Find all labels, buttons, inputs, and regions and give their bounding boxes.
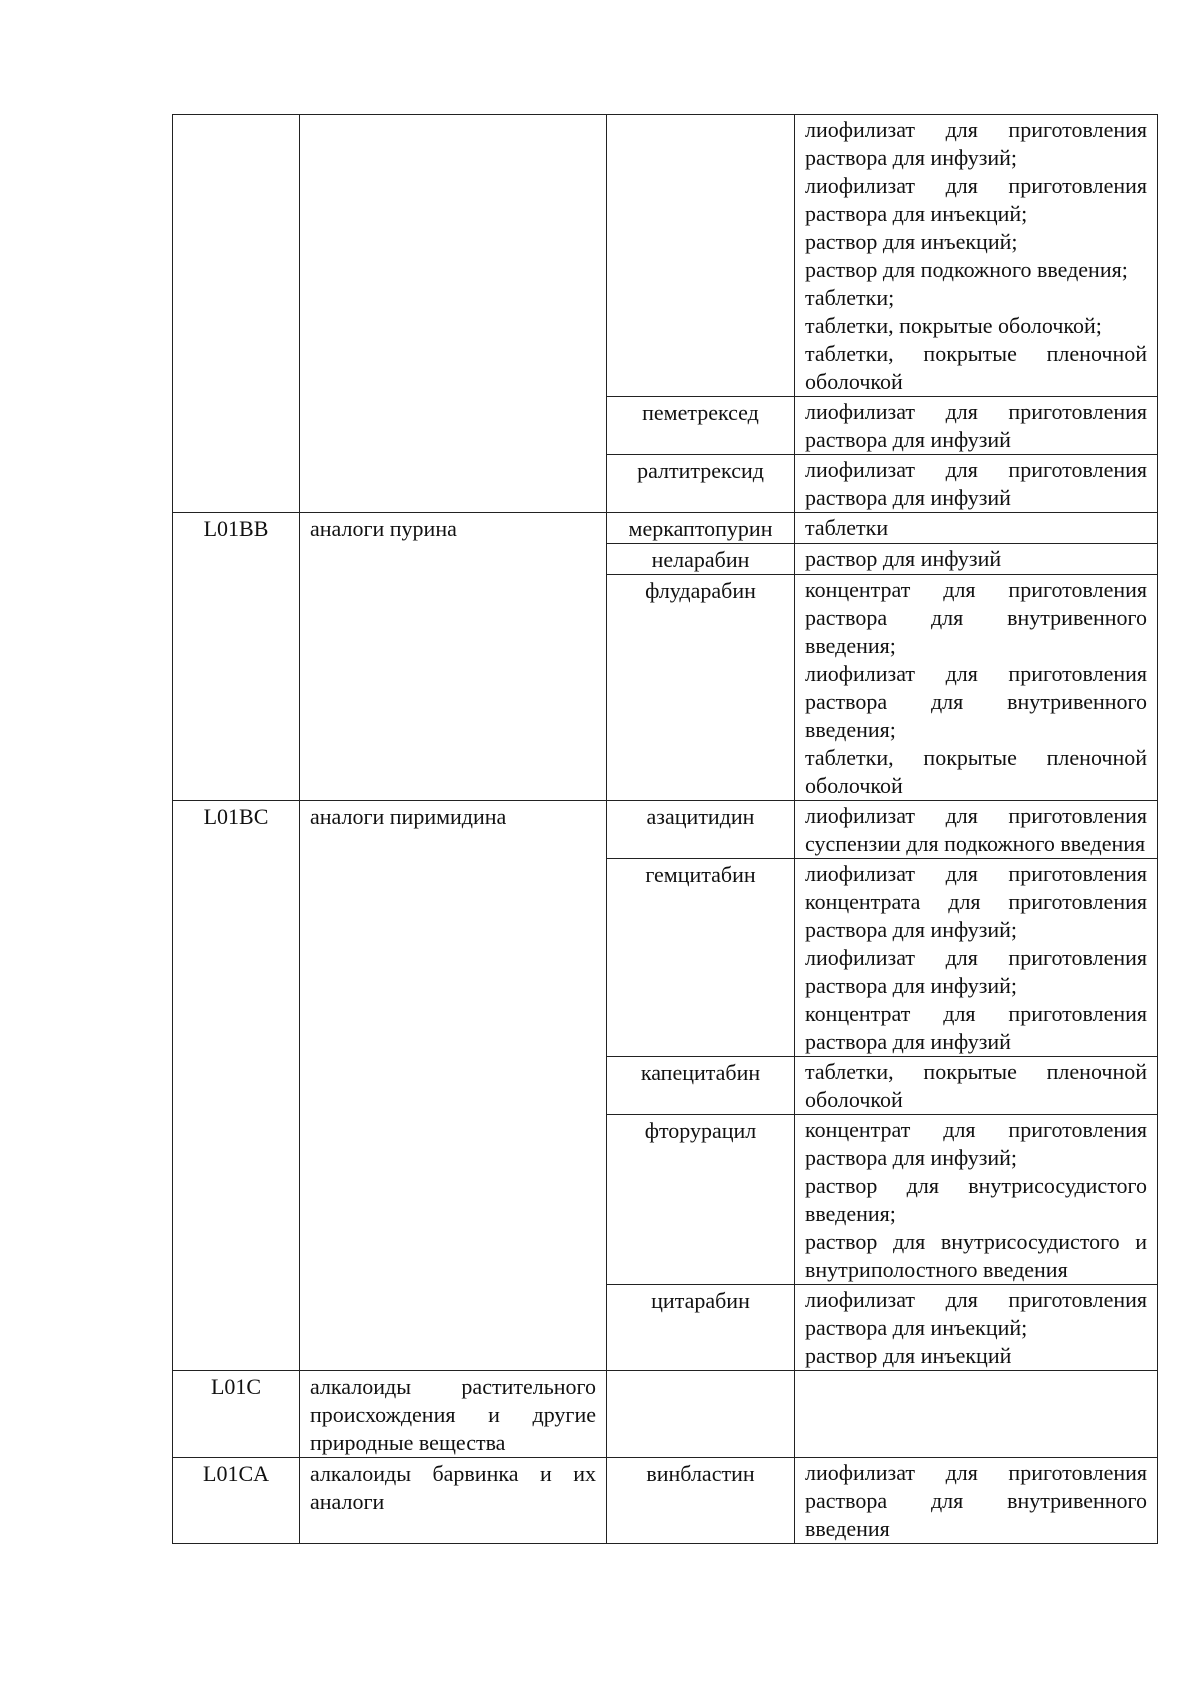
drug-name-cell: неларабин [607,544,795,575]
group-name-cell: аналоги пиримидина [300,801,607,1371]
drug-name-cell: капецитабин [607,1057,795,1115]
group-name-cell: алкалоиды барвинка и их аналоги [300,1458,607,1544]
dosage-form: раствор для инъекций [805,1343,1012,1368]
dosage-form: таблетки, покрытые пленочной оболочкой [805,1059,1147,1112]
atc-code-cell: L01C [173,1371,300,1458]
dosage-form-cell [795,544,1158,575]
drug-name-cell: флударабин [607,575,795,801]
atc-code-cell: L01BC [173,801,300,1371]
dosage-form: лиофилизат для приготовления раствора для инфузий; [805,945,1147,998]
dosage-form: таблетки, покрытые оболочкой; [805,313,1102,338]
table-row [173,801,1158,859]
dosage-form: таблетки, покрытые пленочной оболочкой [805,745,1147,798]
dosage-form: лиофилизат для приготовления концентрата для приготовления раствора для инфузий; [805,861,1147,942]
drug-name-cell: гемцитабин [607,859,795,1057]
dosage-form-cell [795,397,1158,455]
dosage-form: таблетки, покрытые пленочной оболочкой [805,341,1147,394]
drug-name-cell: винбластин [607,1458,795,1544]
group-name-cell [300,115,607,513]
table-row [173,115,1158,397]
dosage-form: лиофилизат для приготовления раствора для инъекций; [805,1287,1147,1340]
drug-name-cell: цитарабин [607,1285,795,1371]
dosage-form: концентрат для приготовления раствора для инфузий; [805,1117,1147,1170]
dosage-form: лиофилизат для приготовления раствора для внутривенного введения; [805,661,1147,742]
drug-name-cell: пеметрексед [607,397,795,455]
dosage-form-cell [795,1458,1158,1544]
group-name-cell: аналоги пурина [300,513,607,801]
atc-code-cell: L01CA [173,1458,300,1544]
table-row [173,513,1158,544]
drug-name-cell [607,115,795,397]
dosage-form: лиофилизат для приготовления суспензии для подкожного введения [805,803,1147,856]
dosage-form: концентрат для приготовления раствора для инфузий [805,1001,1147,1054]
dosage-form-cell [795,1115,1158,1285]
dosage-form: раствор для подкожного введения; [805,257,1128,282]
dosage-form: раствор для инфузий [805,546,1002,571]
dosage-form-cell [795,575,1158,801]
dosage-form: раствор для инъекций; [805,229,1018,254]
atc-code-cell [173,115,300,513]
dosage-form-cell [795,455,1158,513]
dosage-form: лиофилизат для приготовления раствора для инфузий [805,457,1147,510]
dosage-form: лиофилизат для приготовления раствора для инфузий; [805,117,1147,170]
dosage-form-cell [795,859,1158,1057]
drug-table [172,114,1158,1544]
dosage-form: лиофилизат для приготовления раствора для внутривенного введения [805,1460,1147,1541]
dosage-form-cell [795,801,1158,859]
dosage-form: таблетки [805,515,889,540]
dosage-form: раствор для внутрисосудистого и внутриполостного введения [805,1229,1147,1282]
drug-name-cell [607,1371,795,1458]
dosage-form-cell [795,115,1158,397]
table-row [173,1371,1158,1458]
dosage-form-cell [795,1285,1158,1371]
document-page [172,114,1157,1544]
dosage-form-cell [795,1371,1158,1458]
drug-name-cell: меркаптопурин [607,513,795,544]
atc-code-cell: L01BB [173,513,300,801]
drug-name-cell: фторурацил [607,1115,795,1285]
drug-name-cell: ралтитрексид [607,455,795,513]
group-name-cell: алкалоиды растительного происхождения и другие природные вещества [300,1371,607,1458]
drug-name-cell: азацитидин [607,801,795,859]
table-row [173,1458,1158,1544]
dosage-form: концентрат для приготовления раствора для внутривенного введения; [805,577,1147,658]
dosage-form: раствор для внутрисосудистого введения; [805,1173,1147,1226]
dosage-form-cell [795,1057,1158,1115]
dosage-form: таблетки; [805,285,895,310]
dosage-form-cell [795,513,1158,544]
dosage-form: лиофилизат для приготовления раствора для инъекций; [805,173,1147,226]
dosage-form: лиофилизат для приготовления раствора для инфузий [805,399,1147,452]
